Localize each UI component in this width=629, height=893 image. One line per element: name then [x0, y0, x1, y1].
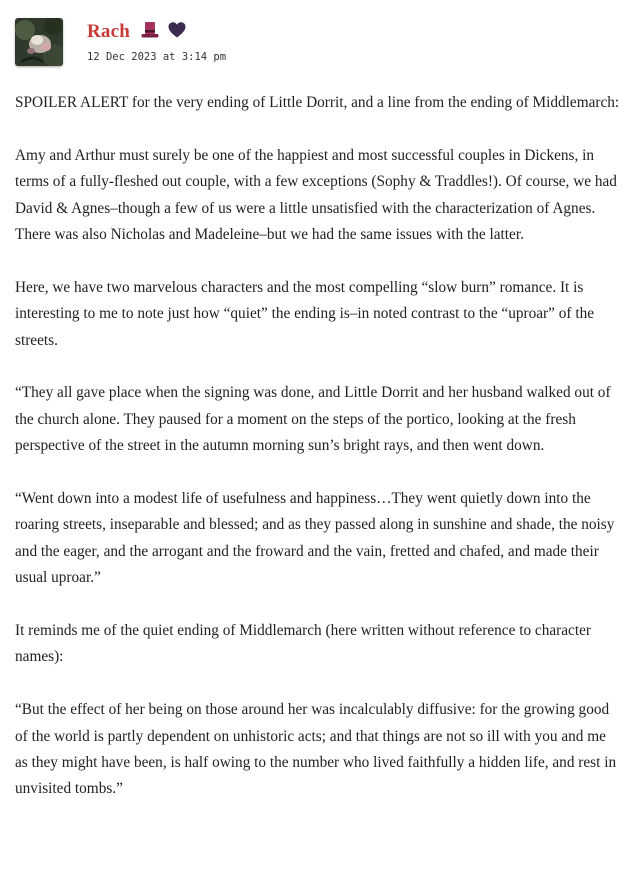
comment-paragraph: “But the effect of her being on those around her was incalculably diffusive: for the growing good of the world is partly dependent on unhistoric acts; and that things are not so ill with you and me as they might have been, is half owing to the number who lived faithfully a hidden life, and rest in unvisited tombs.” [15, 701, 617, 798]
comment-paragraph: Here, we have two marvelous characters and the most compelling “slow burn” romance. It is interesting to me to note just how “quiet” the ending is–in noted contrast to the “uproar” of the streets. [15, 278, 595, 349]
comment-body [15, 90, 620, 829]
top-hat-icon [140, 20, 160, 45]
avatar-photo [15, 18, 63, 66]
comment-paragraph: It reminds me of the quiet ending of Middlemarch (here written without reference to character names): [15, 622, 591, 666]
purple-heart-icon [167, 20, 187, 45]
author-name[interactable]: Rach [87, 21, 131, 42]
comment-paragraph: Amy and Arthur must surely be one of the happiest and most successful couples in Dickens, in terms of a fully-fleshed out couple, with a few exceptions (Sophy & Traddles!). Of course, we had David & Agnes–though a few of us were a little unsatisfied with the characterization of Agnes. There was also Nicholas and Madeleine–but we had the same issues with the latter. [15, 146, 617, 244]
comment-paragraph: “Went down into a modest life of usefulness and happiness…They went quietly down into the roaring streets, inseparable and blessed; and as they passed along in sunshine and shade, the noisy and the eager, and the arrogant and the froward and the vain, fretted and chafed, and made their usual uproar.” [15, 490, 615, 587]
timestamp[interactable]: 12 Dec 2023 at 3:14 pm [87, 51, 227, 63]
author-line [87, 20, 187, 45]
avatar[interactable] [15, 18, 63, 66]
comment [15, 18, 620, 798]
comment-paragraph: “They all gave place when the signing was done, and Little Dorrit and her husband walked out of the church alone. They paused for a moment on the steps of the portico, looking at the fresh perspective of the street in the autumn morning sun’s bright rays, and then went down. [15, 384, 611, 455]
comment-header [15, 18, 620, 68]
comment-paragraph: SPOILER ALERT for the very ending of Little Dorrit, and a line from the ending of Middlemarch: [15, 94, 620, 111]
